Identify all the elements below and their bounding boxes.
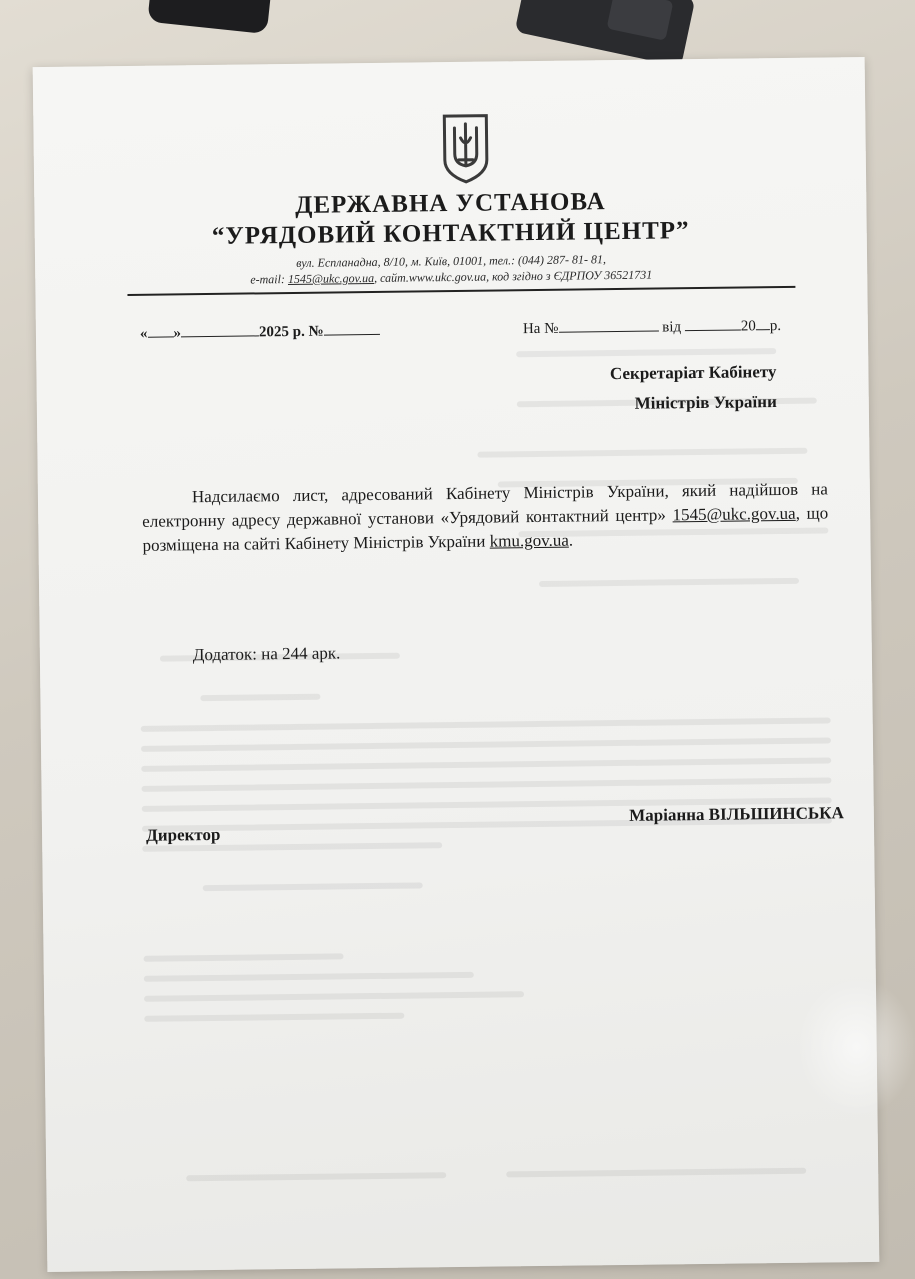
day-blank — [147, 322, 173, 337]
quote-close: » — [173, 325, 182, 342]
ref-number-blank — [558, 317, 658, 333]
body-text-b: , що розміщена на сайті Кабінету Міністрів України — [142, 503, 829, 555]
year-blank — [756, 315, 770, 330]
number-blank — [323, 320, 379, 336]
body-text-a: Надсилаємо лист, адресований Кабінету Міністрів України, який надійшов на електронну адресу державної установи «Урядовий контактний центр» — [142, 479, 828, 531]
address-rest: , сайт.www.ukc.gov.ua, код згідно з ЄДРПОУ 36521731 — [373, 267, 653, 285]
coat-of-arms-icon — [440, 114, 491, 185]
year-prefix: 20 — [740, 318, 756, 335]
org-address-line1: вул. Еспланадна, 8/10, м. Київ, 01001, тел.: (044) 287- 81- 81, — [296, 252, 607, 270]
year-number-label: 2025 р. № — [258, 323, 324, 341]
light-glare — [796, 976, 915, 1117]
org-email-link[interactable]: 1545@ukc.gov.ua — [287, 270, 375, 287]
incoming-reference — [523, 315, 781, 338]
quote-open: « — [139, 325, 148, 342]
outgoing-registration — [140, 320, 380, 343]
org-title-line2: “УРЯДОВИЙ КОНТАКТНИЙ ЦЕНТР” — [211, 217, 690, 250]
date-blank — [685, 315, 741, 331]
letter-sheet — [33, 57, 880, 1272]
from-label: від — [662, 319, 682, 336]
signatory-title: Директор — [145, 824, 221, 845]
body-site-link[interactable]: kmu.gov.ua — [489, 530, 569, 551]
recipient-line2: Міністрів України — [634, 392, 777, 413]
attachment-note: Додаток: на 244 арк. — [192, 643, 341, 665]
year-r: р. — [769, 318, 782, 335]
body-end: . — [568, 530, 574, 550]
ref-label: На № — [522, 320, 559, 338]
body-email-link[interactable]: 1545@ukc.gov.ua — [672, 503, 796, 525]
bleed-through-text — [135, 287, 846, 1195]
email-prefix: e-mail: — [250, 272, 289, 287]
org-title-line1: ДЕРЖАВНА УСТАНОВА — [295, 188, 606, 219]
letter-body-paragraph — [142, 477, 829, 557]
month-blank — [181, 321, 259, 337]
signatory-name: Маріанна ВІЛЬШИНСЬКА — [629, 803, 844, 825]
recipient-line1: Секретаріат Кабінету — [609, 362, 777, 384]
